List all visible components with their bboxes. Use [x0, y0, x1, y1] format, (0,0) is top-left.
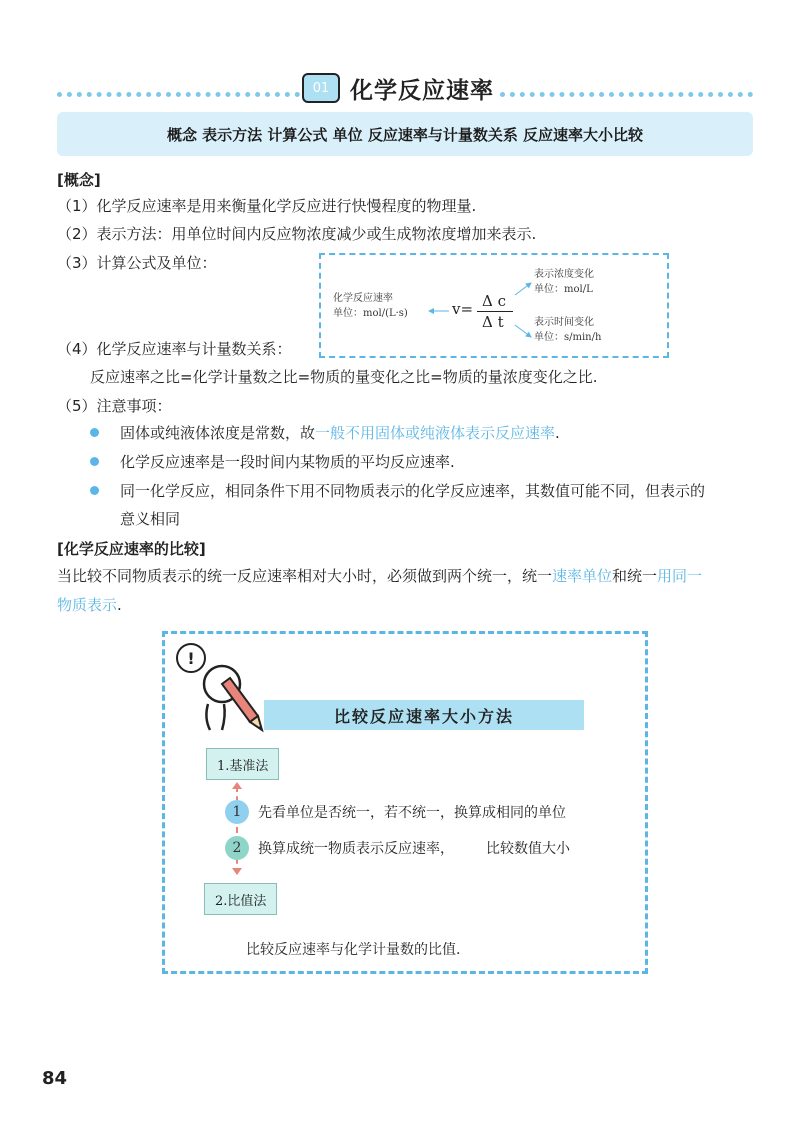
- comparison-line-1: [57, 566, 702, 586]
- section-title: [300, 68, 500, 108]
- bullet-dot: [90, 428, 99, 437]
- comparison-highlight-unit: 速率单位: [552, 567, 613, 585]
- pencil-figure-icon: [196, 660, 268, 736]
- section-number-badge: 01: [302, 73, 340, 103]
- step-arrow-down: [232, 868, 242, 875]
- comparison-text-2: 和统一: [612, 567, 658, 585]
- step-1-text: 先看单位是否统一，若不统一，换算成相同的单位: [258, 805, 566, 821]
- concept-item-5: （5）注意事项：: [57, 397, 172, 415]
- bullet-dot: [90, 457, 99, 466]
- formula-top-label: 表示浓度变化: [534, 269, 594, 280]
- comparison-highlight-same: 用同一: [657, 567, 703, 585]
- formula-denominator: Δ t: [482, 313, 504, 331]
- concept-item-2: （2）表示方法：用单位时间内反应物浓度减少或生成物浓度增加来表示.: [57, 225, 537, 243]
- method-tag-ratio: 2.比值法: [204, 883, 277, 915]
- comparison-text-1: 当比较不同物质表示的统一反应速率相对大小时，必须做到两个统一，统一: [57, 567, 553, 585]
- step-2-badge: 2: [225, 836, 249, 860]
- exclaim-mark: !: [187, 648, 195, 668]
- concept-heading: [概念]: [57, 171, 101, 189]
- note-2: 化学反应速率是一段时间内某物质的平均反应速率.: [120, 453, 455, 471]
- page-title: 化学反应速率: [350, 76, 494, 104]
- concept-item-1: （1）化学反应速率是用来衡量化学反应进行快慢程度的物理量.: [57, 197, 477, 215]
- concept-item-3: （3）计算公式及单位：: [57, 254, 217, 272]
- formula-bottom-label: 表示时间变化: [534, 317, 594, 328]
- note-1-highlight: 一般不用固体或纯液体表示反应速率: [315, 424, 556, 442]
- page-number: 84: [42, 1068, 68, 1089]
- topic-banner: 概念 表示方法 计算公式 单位 反应速率与计量数关系 反应速率大小比较: [57, 112, 753, 156]
- note-1-text: 固体或纯液体浓度是常数，故: [120, 424, 316, 442]
- note-1: [120, 423, 560, 443]
- header-dotted-line-right: [500, 92, 753, 97]
- header-dotted-line-left: [57, 92, 300, 97]
- method-tag-baseline: 1.基准法: [206, 748, 279, 780]
- formula-top-unit: 单位：mol/L: [534, 284, 593, 295]
- step-1-badge: 1: [225, 800, 249, 824]
- concept-item-4-detail: 反应速率之比=化学计量数之比=物质的量变化之比=物质的量浓度变化之比.: [90, 368, 598, 386]
- comparison-line-2: [57, 595, 122, 615]
- ratio-text: 比较反应速率与化学计量数的比值.: [246, 942, 461, 958]
- note-3-line-2: 意义相同: [120, 510, 181, 528]
- step-2-text: 换算成统一物质表示反应速率，: [258, 841, 454, 857]
- step-arrow-up: [232, 782, 242, 789]
- note-3-line-1: 同一化学反应，相同条件下用不同物质表示的化学反应速率，其数值可能不同，但表示的: [120, 482, 706, 500]
- step-2-text-compare: 比较数值大小: [486, 841, 570, 857]
- formula-v-equals: v=: [452, 300, 474, 318]
- comparison-highlight-substance: 物质表示: [57, 596, 118, 614]
- comparison-text-end: .: [117, 596, 122, 614]
- method-title: 比较反应速率大小方法: [264, 700, 584, 730]
- formula-numerator: Δ c: [482, 292, 507, 310]
- formula-arrows: [319, 253, 669, 358]
- concept-item-4: （4）化学反应速率与计量数关系：: [57, 340, 292, 358]
- bullet-dot: [90, 486, 99, 495]
- formula-left-unit: 单位：mol/(L·s): [333, 308, 408, 319]
- comparison-heading: [化学反应速率的比较]: [57, 540, 206, 558]
- formula-left-label: 化学反应速率: [333, 293, 393, 304]
- formula-bottom-unit: 单位：s/min/h: [534, 332, 602, 343]
- note-1-end: .: [555, 424, 560, 442]
